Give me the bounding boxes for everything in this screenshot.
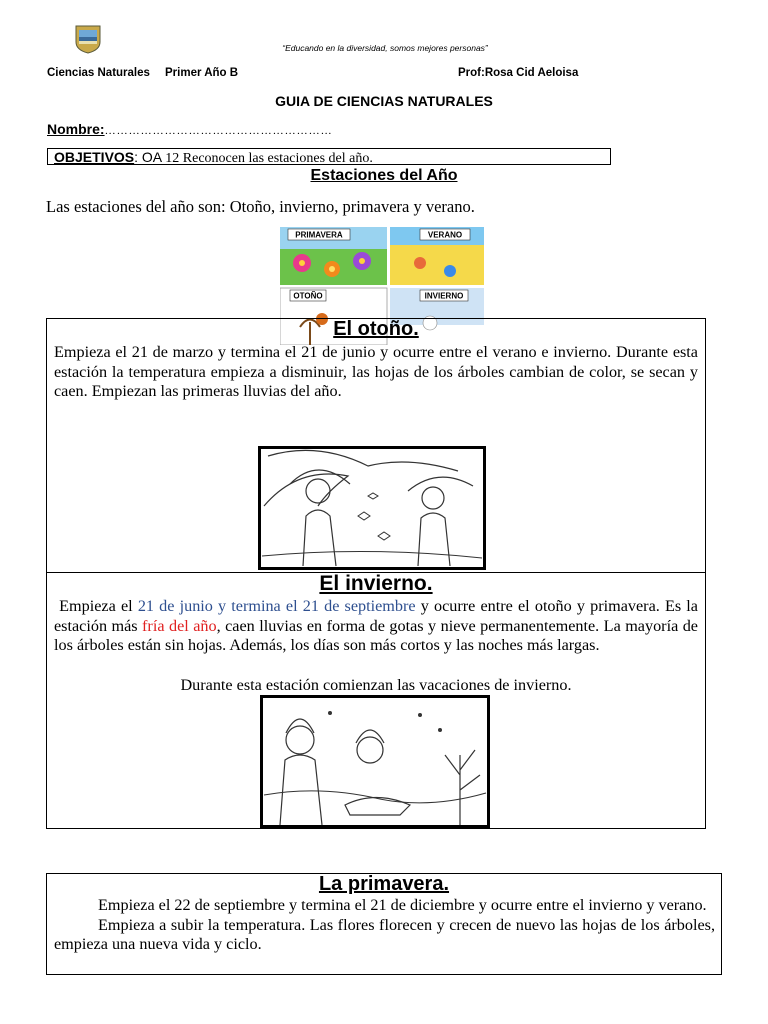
invierno-vacation-text: Durante esta estación comienzan las vacaciones de invierno. xyxy=(180,676,572,694)
course-level: Primer Año B xyxy=(165,67,239,79)
collage-label-verano: VERANO xyxy=(427,230,463,240)
seasons-intro: Las estaciones del año son: Otoño, invierno, primavera y verano. xyxy=(46,197,475,216)
collage-label-otono: OTOÑO xyxy=(293,291,323,301)
invierno-cold-highlight: fría del año xyxy=(142,616,217,635)
invierno-paragraph xyxy=(54,597,698,656)
otono-paragraph: Empieza el 21 de marzo y termina el 21 de junio y ocurre entre el verano e invierno. Durante esta estación la temperatura empieza a disminuir, las hojas de los árboles cambian de color, se secan y caen. Empiezan las primeras lluvias del año. xyxy=(54,343,698,401)
subject-label: Ciencias Naturales xyxy=(47,67,150,79)
objectives-text xyxy=(54,149,373,167)
primavera-paragraph-1: Empieza el 22 de septiembre y termina el 21 de diciembre y ocurre entre el invierno y verano. xyxy=(98,896,707,914)
invierno-text-start: Empieza el xyxy=(59,597,138,615)
otono-title: El otoño. xyxy=(333,318,419,340)
invierno-text-mid: y ocurre entre el otoño y primavera. Es la estación más xyxy=(54,597,698,635)
name-label: Nombre: xyxy=(47,121,105,137)
school-logo xyxy=(74,24,102,54)
teacher-name: Prof:Rosa Cid Aeloisa xyxy=(458,67,579,79)
objectives-code: : OA xyxy=(134,149,166,165)
school-motto: “Educando en la diversidad, somos mejores personas” xyxy=(282,43,488,53)
name-dotted-line[interactable]: ………………………………………………… xyxy=(104,125,333,137)
otono-coloring-image xyxy=(258,446,486,570)
invierno-dates-highlight: 21 de junio y termina el 21 de septiembre xyxy=(137,597,416,615)
collage-label-primavera: PRIMAVERA xyxy=(295,230,343,240)
invierno-title: El invierno. xyxy=(319,572,433,595)
primavera-paragraph xyxy=(54,896,715,955)
guide-title: GUIA DE CIENCIAS NATURALES xyxy=(275,93,493,109)
primavera-title: La primavera. xyxy=(318,873,450,895)
seasons-heading: Estaciones del Año xyxy=(310,167,458,184)
collage-label-invierno: INVIERNO xyxy=(424,291,464,301)
invierno-coloring-image xyxy=(260,695,490,828)
objectives-description: 12 Reconocen las estaciones del año. xyxy=(165,151,373,166)
primavera-paragraph-2: Empieza a subir la temperatura. Las flores florecen y crecen de nuevo las hojas de los árboles, empieza una nueva vida y ciclo. xyxy=(54,915,715,954)
invierno-text-end: , caen lluvias en forma de gotas y nieve permanentemente. La mayoría de los árboles están sin hojas. Además, los días son más cortos y las noches más largas. xyxy=(54,616,698,655)
name-field[interactable] xyxy=(47,121,333,137)
objectives-label: OBJETIVOS xyxy=(54,149,135,165)
